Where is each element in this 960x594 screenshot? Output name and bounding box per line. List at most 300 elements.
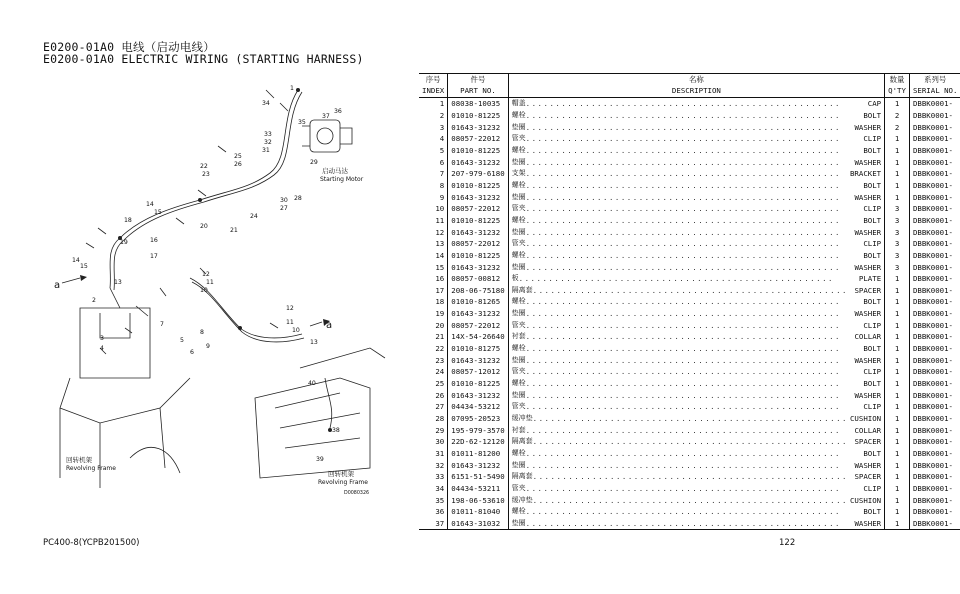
row-quantity: 1 <box>885 459 910 471</box>
frame-right-label-en: Revolving Frame <box>318 479 368 486</box>
row-description <box>508 261 884 273</box>
row-part-number: 01010-81265 <box>448 296 508 308</box>
header-desc-cn: 名称 <box>508 74 884 86</box>
row-part-number: 01010-81225 <box>448 378 508 390</box>
callout-26: 26 <box>234 161 242 168</box>
row-index: 25 <box>419 378 448 390</box>
row-index: 13 <box>419 238 448 250</box>
callout-6: 6 <box>190 349 194 356</box>
row-serial: DBBK0001- <box>912 449 953 459</box>
table-row <box>419 331 960 343</box>
starting-motor-label-en: Starting Motor <box>320 176 364 183</box>
row-description <box>508 389 884 401</box>
leader-dots: ..................................................... <box>525 320 841 330</box>
row-description <box>508 191 884 203</box>
table-row <box>419 285 960 297</box>
page-title-cn: E0200-01A0 电线（启动电线） <box>43 40 215 54</box>
row-index: 29 <box>419 424 448 436</box>
row-index: 36 <box>419 506 448 518</box>
table-row <box>419 413 960 425</box>
row-description-en: SPACER <box>854 472 882 482</box>
row-quantity: 1 <box>885 308 910 320</box>
row-description-en: CUSHION <box>849 495 882 505</box>
row-part-number: 207-979-6180 <box>448 168 508 180</box>
row-quantity: 1 <box>885 413 910 425</box>
leader-dots: ..................................................... <box>525 262 841 272</box>
row-description-cn: 垫圈 <box>511 157 526 166</box>
row-description-cn: 螺栓 <box>511 379 526 388</box>
leader-dots: ..................................................... <box>525 449 841 459</box>
row-index: 9 <box>419 191 448 203</box>
row-part-number: 01010-81225 <box>448 215 508 227</box>
row-part-number: 08057-22012 <box>448 319 508 331</box>
row-description <box>508 343 884 355</box>
row-description-cn: 螺栓 <box>511 250 526 259</box>
callout-37: 37 <box>322 113 330 120</box>
row-serial: DBBK0001- <box>912 390 953 400</box>
row-index: 24 <box>419 366 448 378</box>
row-part-number: 208-06-75180 <box>448 285 508 297</box>
leader-dots: ..................................................... <box>525 344 841 354</box>
row-quantity: 1 <box>885 191 910 203</box>
row-serial: DBBK0001- <box>912 344 953 354</box>
table-row <box>419 389 960 401</box>
row-description-cn: 垫圈 <box>511 518 526 527</box>
row-description-cn: 垫圈 <box>511 390 526 399</box>
callout-13-left: 13 <box>114 279 122 286</box>
row-quantity: 1 <box>885 296 910 308</box>
table-row <box>419 110 960 122</box>
row-description <box>508 156 884 168</box>
table-row <box>419 483 960 495</box>
row-description <box>508 110 884 122</box>
callout-32: 32 <box>264 139 272 146</box>
callout-16: 16 <box>150 237 158 244</box>
row-description-cn: 螺栓 <box>511 344 526 353</box>
row-part-number: 01010-81275 <box>448 343 508 355</box>
row-serial: DBBK0001- <box>912 99 953 109</box>
row-quantity: 1 <box>885 389 910 401</box>
header-serial-en: SERIAL NO. <box>909 85 960 98</box>
table-row <box>419 215 960 227</box>
leader-dots: ..................................................... <box>525 145 841 155</box>
row-part-number: 08057-00812 <box>448 273 508 285</box>
row-quantity: 3 <box>885 215 910 227</box>
row-description-cn: 管夹 <box>511 402 526 411</box>
row-quantity: 1 <box>885 156 910 168</box>
callout-1: 1 <box>290 85 294 92</box>
leader-dots: ..................................................... <box>525 355 841 365</box>
row-description <box>508 378 884 390</box>
row-part-number: 04434-53211 <box>448 483 508 495</box>
callout-17: 17 <box>150 253 158 260</box>
row-serial: DBBK0001- <box>912 483 953 493</box>
row-part-number: 01643-31232 <box>448 191 508 203</box>
row-description <box>508 483 884 495</box>
row-quantity: 1 <box>885 471 910 483</box>
page-title-en: E0200-01A0 ELECTRIC WIRING (STARTING HARNESS) <box>43 52 364 66</box>
row-index: 10 <box>419 203 448 215</box>
callout-38: 38 <box>332 427 340 434</box>
callout-9: 9 <box>206 343 210 350</box>
row-description-cn: 螺栓 <box>511 507 526 516</box>
row-description <box>508 215 884 227</box>
row-serial: DBBK0001- <box>912 472 953 482</box>
row-description-en: CLIP <box>863 367 882 377</box>
callout-40: 40 <box>308 380 316 387</box>
row-description-en: CLIP <box>863 239 882 249</box>
row-index: 11 <box>419 215 448 227</box>
row-quantity: 1 <box>885 319 910 331</box>
leader-dots: ..................................................... <box>525 204 841 214</box>
row-description-en: BOLT <box>863 507 882 517</box>
row-description-cn: 垫圈 <box>511 460 526 469</box>
row-description-cn: 螺栓 <box>511 110 526 119</box>
leader-dots: ..................................................... <box>525 379 841 389</box>
callout-13-right: 13 <box>310 339 318 346</box>
leader-dots: ..................................................... <box>532 285 848 295</box>
row-serial: DBBK0001- <box>912 285 953 295</box>
row-index: 18 <box>419 296 448 308</box>
starting-motor-label-cn: 启动马达 <box>322 167 348 175</box>
row-serial: DBBK0001- <box>912 262 953 272</box>
table-row <box>419 471 960 483</box>
row-description-cn: 螺栓 <box>511 297 526 306</box>
table-row <box>419 156 960 168</box>
callout-25: 25 <box>234 153 242 160</box>
row-serial: DBBK0001- <box>912 145 953 155</box>
row-serial: DBBK0001- <box>912 414 953 424</box>
parts-table <box>419 73 960 530</box>
row-part-number: 08057-22012 <box>448 238 508 250</box>
leader-dots: ..................................................... <box>525 402 841 412</box>
leader-dots: ..................................................... <box>525 180 841 190</box>
callout-21: 21 <box>230 227 238 234</box>
row-description <box>508 459 884 471</box>
row-serial: DBBK0001- <box>912 239 953 249</box>
row-part-number: 14X-54-26640 <box>448 331 508 343</box>
row-description-cn: 缓冲垫 <box>511 414 533 423</box>
view-marker-right: a <box>326 320 333 331</box>
callout-18: 18 <box>124 217 132 224</box>
leader-dots: ..................................................... <box>525 239 841 249</box>
callout-28: 28 <box>294 195 302 202</box>
row-index: 33 <box>419 471 448 483</box>
row-serial: DBBK0001- <box>912 507 953 517</box>
row-part-number: 01010-81225 <box>448 180 508 192</box>
row-quantity: 1 <box>885 180 910 192</box>
callout-24: 24 <box>250 213 258 220</box>
table-row <box>419 226 960 238</box>
row-index: 35 <box>419 494 448 506</box>
row-description-en: BOLT <box>863 344 882 354</box>
row-description-cn: 管夹 <box>511 204 526 213</box>
callout-20: 20 <box>200 223 208 230</box>
leader-dots: ..................................................... <box>525 390 841 400</box>
table-row <box>419 180 960 192</box>
row-description-en: COLLAR <box>854 425 882 435</box>
row-description-cn: 螺栓 <box>511 215 526 224</box>
row-index: 12 <box>419 226 448 238</box>
header-qty-en: Q'TY <box>885 85 910 98</box>
row-quantity: 1 <box>885 285 910 297</box>
row-description <box>508 319 884 331</box>
table-row <box>419 98 960 110</box>
leader-dots: ..................................................... <box>525 134 841 144</box>
header-qty-cn: 数量 <box>885 74 910 86</box>
row-index: 6 <box>419 156 448 168</box>
row-part-number: 01643-31232 <box>448 308 508 320</box>
callout-8: 8 <box>200 329 204 336</box>
row-description-cn: 管夹 <box>511 367 526 376</box>
leader-dots: ..................................................... <box>532 437 848 447</box>
callout-29: 29 <box>310 159 318 166</box>
row-serial: DBBK0001- <box>912 157 953 167</box>
view-marker-left: a <box>54 280 61 291</box>
row-quantity: 1 <box>885 273 910 285</box>
row-serial: DBBK0001- <box>912 320 953 330</box>
row-quantity: 1 <box>885 436 910 448</box>
callout-23: 23 <box>202 171 210 178</box>
row-quantity: 3 <box>885 261 910 273</box>
leader-dots: ..................................................... <box>525 297 841 307</box>
row-quantity: 1 <box>885 366 910 378</box>
row-serial: DBBK0001- <box>912 495 953 505</box>
row-index: 3 <box>419 121 448 133</box>
row-description-en: WASHER <box>854 157 882 167</box>
leader-dots: ..................................................... <box>525 215 841 225</box>
row-part-number: 01010-81225 <box>448 110 508 122</box>
row-index: 27 <box>419 401 448 413</box>
row-serial: DBBK0001- <box>912 110 953 120</box>
header-row-cn <box>419 74 960 86</box>
table-row <box>419 424 960 436</box>
table-row <box>419 343 960 355</box>
page-number: 122 <box>779 538 796 548</box>
leader-dots: ..................................................... <box>532 414 848 424</box>
row-description <box>508 354 884 366</box>
row-serial: DBBK0001- <box>912 192 953 202</box>
leader-dots: ..................................................... <box>525 425 841 435</box>
table-row <box>419 378 960 390</box>
row-description-cn: 螺栓 <box>511 145 526 154</box>
row-description <box>508 424 884 436</box>
row-index: 7 <box>419 168 448 180</box>
row-description-cn: 衬套 <box>511 425 526 434</box>
row-part-number: 01643-31232 <box>448 389 508 401</box>
row-description-cn: 垫圈 <box>511 122 526 131</box>
row-description-en: CLIP <box>863 402 882 412</box>
row-quantity: 1 <box>885 354 910 366</box>
row-index: 26 <box>419 389 448 401</box>
row-description-cn: 螺栓 <box>511 180 526 189</box>
row-description <box>508 331 884 343</box>
frame-left-label-en: Revolving Frame <box>66 465 116 472</box>
row-part-number: 01643-31232 <box>448 459 508 471</box>
row-quantity: 3 <box>885 238 910 250</box>
row-quantity: 1 <box>885 424 910 436</box>
row-index: 19 <box>419 308 448 320</box>
row-serial: DBBK0001- <box>912 309 953 319</box>
row-description-en: WASHER <box>854 262 882 272</box>
table-row <box>419 459 960 471</box>
row-quantity: 1 <box>885 331 910 343</box>
row-description <box>508 273 884 285</box>
row-serial: DBBK0001- <box>912 297 953 307</box>
row-description <box>508 226 884 238</box>
table-row <box>419 401 960 413</box>
row-serial: DBBK0001- <box>912 250 953 260</box>
leader-dots: ..................................................... <box>525 122 841 132</box>
row-index: 17 <box>419 285 448 297</box>
table-row <box>419 518 960 530</box>
row-index: 15 <box>419 261 448 273</box>
frame-left-label-cn: 回转机架 <box>66 456 92 464</box>
callout-10-right: 10 <box>292 327 300 334</box>
row-part-number: 04434-53212 <box>448 401 508 413</box>
row-description-en: CAP <box>867 99 882 109</box>
row-description-cn: 管夹 <box>511 134 526 143</box>
table-row <box>419 494 960 506</box>
row-index: 30 <box>419 436 448 448</box>
row-description <box>508 471 884 483</box>
row-description <box>508 133 884 145</box>
row-description <box>508 145 884 157</box>
row-part-number: 195-979-3570 <box>448 424 508 436</box>
row-part-number: 01010-81225 <box>448 145 508 157</box>
row-description-en: WASHER <box>854 122 882 132</box>
row-description-en: CLIP <box>863 483 882 493</box>
table-row <box>419 308 960 320</box>
footer-model: PC400-8(YCPB201500) <box>43 538 140 548</box>
leader-dots: ..................................................... <box>525 332 841 342</box>
row-description-cn: 垫圈 <box>511 309 526 318</box>
row-description-cn: 管夹 <box>511 239 526 248</box>
callout-3: 3 <box>100 335 104 342</box>
leader-dots: ..................................................... <box>525 518 841 528</box>
row-index: 16 <box>419 273 448 285</box>
row-quantity: 1 <box>885 168 910 180</box>
row-description-cn: 管夹 <box>511 320 526 329</box>
row-part-number: 01011-81040 <box>448 506 508 518</box>
row-description-en: CUSHION <box>849 414 882 424</box>
row-quantity: 1 <box>885 98 910 110</box>
row-serial: DBBK0001- <box>912 460 953 470</box>
header-index-cn: 序号 <box>419 74 448 86</box>
leader-dots: ..................................................... <box>525 192 841 202</box>
row-description-en: BOLT <box>863 449 882 459</box>
callout-15-left: 15 <box>80 263 88 270</box>
row-quantity: 2 <box>885 121 910 133</box>
row-index: 20 <box>419 319 448 331</box>
callout-12-right: 12 <box>286 305 294 312</box>
row-index: 8 <box>419 180 448 192</box>
row-part-number: 01643-31232 <box>448 354 508 366</box>
row-serial: DBBK0001- <box>912 215 953 225</box>
callout-5: 5 <box>180 337 184 344</box>
leader-dots: ..................................................... <box>525 110 841 120</box>
row-description-en: WASHER <box>854 518 882 528</box>
table-row <box>419 319 960 331</box>
row-index: 21 <box>419 331 448 343</box>
table-row <box>419 354 960 366</box>
row-description <box>508 168 884 180</box>
row-description <box>508 401 884 413</box>
callout-14-left: 14 <box>72 257 80 264</box>
row-serial: DBBK0001- <box>912 437 953 447</box>
row-quantity: 1 <box>885 343 910 355</box>
row-description-cn: 支架 <box>511 169 526 178</box>
header-desc-en: DESCRIPTION <box>508 85 884 98</box>
row-description <box>508 203 884 215</box>
row-description <box>508 366 884 378</box>
callout-22: 22 <box>200 163 208 170</box>
row-serial: DBBK0001- <box>912 169 953 179</box>
leader-dots: ..................................................... <box>525 99 841 109</box>
row-description-en: BOLT <box>863 297 882 307</box>
callout-7: 7 <box>160 321 164 328</box>
callout-15-upper: 15 <box>154 209 162 216</box>
row-description <box>508 413 884 425</box>
row-serial: DBBK0001- <box>912 355 953 365</box>
row-description-en: WASHER <box>854 309 882 319</box>
callout-39: 39 <box>316 456 324 463</box>
header-part-cn: 件号 <box>448 74 508 86</box>
row-description <box>508 518 884 530</box>
row-index: 5 <box>419 145 448 157</box>
table-row <box>419 145 960 157</box>
table-row <box>419 448 960 460</box>
callout-35: 35 <box>298 119 306 126</box>
row-description <box>508 250 884 262</box>
row-quantity: 1 <box>885 448 910 460</box>
row-part-number: 01643-31232 <box>448 261 508 273</box>
callout-11-top: 11 <box>206 279 214 286</box>
row-serial: DBBK0001- <box>912 274 953 284</box>
callout-27: 27 <box>280 205 288 212</box>
callout-10-top: 10 <box>200 287 208 294</box>
row-serial: DBBK0001- <box>912 180 953 190</box>
row-description <box>508 436 884 448</box>
row-quantity: 1 <box>885 506 910 518</box>
leader-dots: ..................................................... <box>525 507 841 517</box>
row-description-cn: 垫圈 <box>511 227 526 236</box>
row-serial: DBBK0001- <box>912 402 953 412</box>
row-index: 2 <box>419 110 448 122</box>
row-index: 23 <box>419 354 448 366</box>
table-row <box>419 203 960 215</box>
row-serial: DBBK0001- <box>912 227 953 237</box>
leader-dots: ..................................................... <box>525 460 841 470</box>
leader-dots: ..................................................... <box>518 274 834 284</box>
row-index: 31 <box>419 448 448 460</box>
table-row <box>419 366 960 378</box>
header-part-en: PART NO. <box>448 85 508 98</box>
row-description <box>508 121 884 133</box>
table-row <box>419 250 960 262</box>
row-quantity: 3 <box>885 226 910 238</box>
parts-table-body <box>419 98 960 530</box>
row-part-number: 6151-51-5490 <box>448 471 508 483</box>
callout-11-right: 11 <box>286 319 294 326</box>
row-description-cn: 螺栓 <box>511 449 526 458</box>
row-description-cn: 帽盖 <box>511 99 526 108</box>
table-row <box>419 133 960 145</box>
leader-dots: ..................................................... <box>532 495 848 505</box>
leader-dots: ..................................................... <box>525 367 841 377</box>
leader-dots: ..................................................... <box>525 227 841 237</box>
row-index: 4 <box>419 133 448 145</box>
